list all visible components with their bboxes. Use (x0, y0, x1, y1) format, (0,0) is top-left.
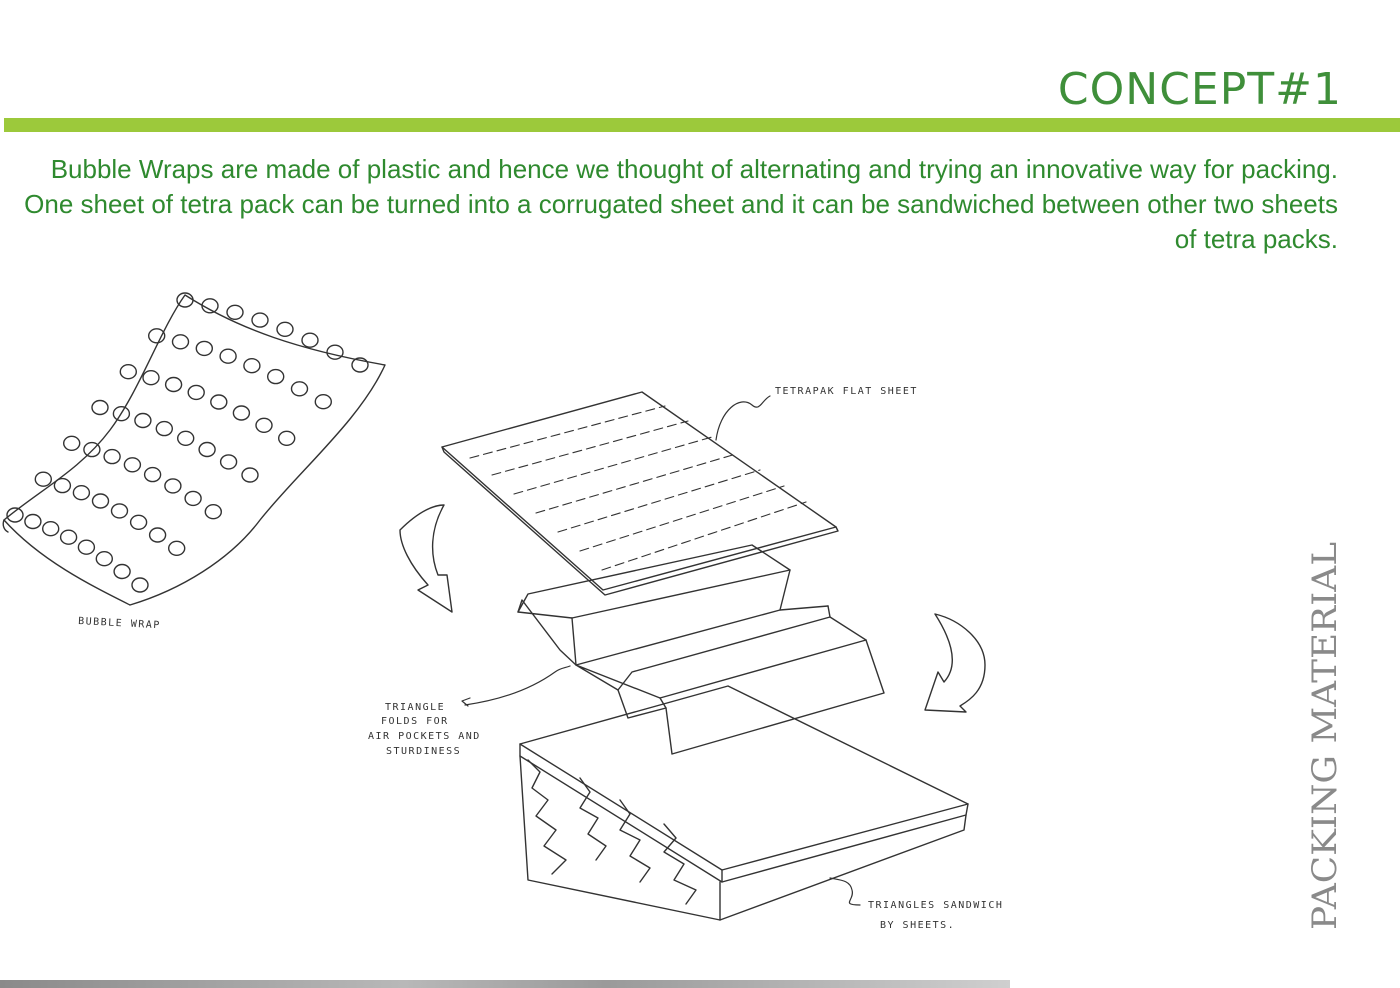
bubble (233, 406, 249, 420)
bubble (104, 450, 120, 464)
bubble (78, 540, 94, 554)
bubble (84, 443, 100, 457)
bubble (165, 479, 181, 493)
bubble (221, 455, 237, 469)
label-sandwich-1: TRIANGLES SANDWICH (868, 900, 1004, 911)
bubble (156, 422, 172, 436)
bubble (199, 443, 215, 457)
arrow-left-drawing (400, 505, 452, 612)
bubble (73, 486, 89, 500)
bubble (124, 458, 140, 472)
bubble (61, 530, 77, 544)
bubble (211, 395, 227, 409)
bubble (268, 370, 284, 384)
bubble (173, 335, 189, 349)
bubble (35, 472, 51, 486)
bubble (54, 479, 70, 493)
bubble (227, 305, 243, 319)
sandwich-drawing (520, 686, 968, 920)
concept-sketch (0, 280, 1010, 940)
bubble (145, 468, 161, 482)
bubble (131, 515, 147, 529)
bubble (196, 341, 212, 355)
page-title: CONCEPT#1 (1057, 64, 1342, 115)
bubble (327, 345, 343, 359)
label-sandwich-2: BY SHEETS. (880, 920, 956, 931)
bubble (315, 395, 331, 409)
bubble (292, 382, 308, 396)
bubble (178, 431, 194, 445)
header-divider (4, 118, 1400, 132)
label-flat-sheet: TETRAPAK FLAT SHEET (775, 386, 918, 397)
bubble (112, 504, 128, 518)
bubble (166, 378, 182, 392)
flat-sheet-drawing (442, 392, 838, 595)
bubble (43, 522, 59, 536)
label-triangle-4: STURDINESS (386, 746, 462, 757)
label-triangle-2: FOLDS FOR (381, 716, 449, 727)
leader-lines (462, 396, 860, 905)
side-label (1290, 540, 1354, 935)
bubble (114, 565, 130, 579)
bubble (143, 371, 159, 385)
bubble (25, 515, 41, 529)
bubble (205, 505, 221, 519)
bubble (220, 349, 236, 363)
bubble (256, 418, 272, 432)
bubble (302, 333, 318, 347)
arrow-right-drawing (925, 614, 985, 712)
bubble (244, 359, 260, 373)
intro-paragraph: Bubble Wraps are made of plastic and hence we thought of alternating and trying an innovative way for packing. One sheet of tetra pack can be turned into a corrugated sheet and it can be sandwiched between other two sheets of tetra packs. (24, 154, 1338, 254)
label-triangle-3: AIR POCKETS AND (368, 731, 481, 742)
vertical-title: PACKING MATERIAL (1305, 561, 1345, 930)
bubble (277, 322, 293, 336)
bubble (120, 365, 136, 379)
label-bubble-wrap: BUBBLE WRAP (77, 616, 162, 632)
bubble (96, 552, 112, 566)
bubble (169, 541, 185, 555)
bubble (252, 313, 268, 327)
bubble (188, 385, 204, 399)
bubble (279, 431, 295, 445)
bubble-wrap-drawing (3, 293, 385, 605)
bubble (132, 578, 148, 592)
label-triangle-1: TRIANGLE (385, 702, 446, 713)
bubble (93, 494, 109, 508)
bubble (135, 414, 151, 428)
bubble (92, 401, 108, 415)
corrugated-sheet-drawing (518, 545, 884, 754)
bubble (150, 528, 166, 542)
bubble (64, 436, 80, 450)
photo-strip (0, 980, 1010, 988)
bubble (185, 491, 201, 505)
bubble (242, 468, 258, 482)
